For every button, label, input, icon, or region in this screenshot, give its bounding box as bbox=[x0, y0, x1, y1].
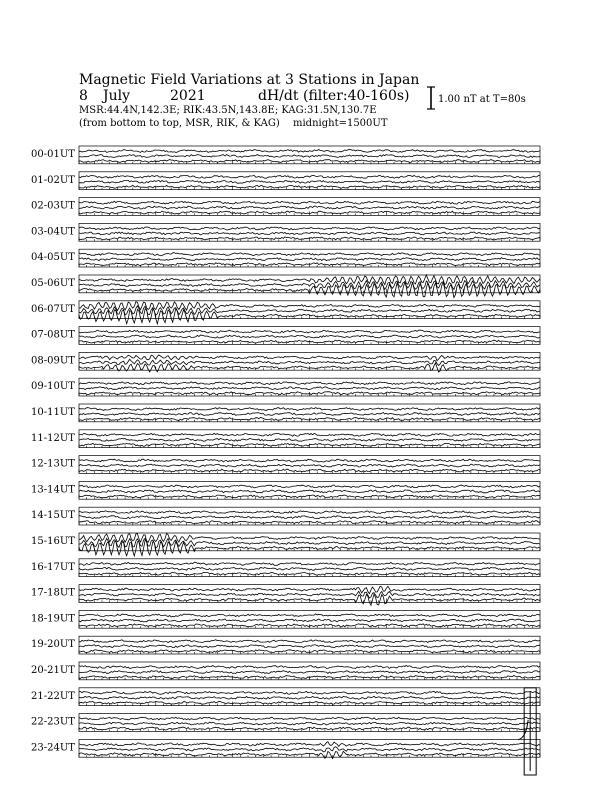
scale-bar bbox=[427, 87, 435, 109]
row-label: 16-17UT bbox=[31, 561, 75, 573]
trace-kag bbox=[79, 562, 540, 565]
time-ticks bbox=[79, 237, 540, 241]
trace-kag bbox=[79, 408, 540, 411]
midnight-note: midnight=1500UT bbox=[293, 118, 388, 129]
hour-row bbox=[31, 378, 540, 396]
trace-kag bbox=[79, 640, 540, 643]
hour-row bbox=[31, 352, 540, 372]
trace-kag bbox=[79, 614, 540, 617]
trace-rik bbox=[79, 206, 540, 209]
row-label: 09-10UT bbox=[31, 381, 75, 393]
trace-rik bbox=[79, 619, 540, 622]
trace-kag bbox=[79, 511, 540, 514]
row-label: 13-14UT bbox=[31, 484, 75, 496]
row-label: 21-22UT bbox=[31, 690, 75, 702]
hour-row bbox=[31, 249, 540, 267]
hour-row bbox=[31, 275, 540, 298]
chart-title: Magnetic Field Variations at 3 Stations in Japan bbox=[79, 72, 420, 88]
trace-kag bbox=[79, 227, 540, 230]
hour-row bbox=[31, 481, 540, 499]
hour-row bbox=[31, 610, 540, 628]
trace-rik bbox=[79, 591, 540, 598]
station-order-note: (from bottom to top, MSR, RIK, & KAG) bbox=[79, 118, 280, 129]
row-label: 18-19UT bbox=[31, 613, 75, 625]
chart-filter: (filter:40-160s) bbox=[303, 88, 410, 104]
row-label: 03-04UT bbox=[31, 226, 75, 238]
hour-row bbox=[31, 662, 540, 680]
trace-kag bbox=[79, 302, 540, 311]
trace-rik bbox=[79, 722, 540, 725]
scale-label: 1.00 nT at T=80s bbox=[438, 94, 526, 105]
hour-row bbox=[31, 430, 540, 448]
hour-row bbox=[31, 456, 540, 474]
row-label: 04-05UT bbox=[31, 252, 75, 264]
trace-rik bbox=[79, 516, 540, 519]
hour-row bbox=[31, 559, 540, 577]
trace-rik bbox=[79, 671, 540, 674]
trace-kag bbox=[79, 691, 540, 694]
hour-row bbox=[31, 172, 540, 190]
trace-kag bbox=[79, 586, 540, 594]
trace-kag bbox=[79, 717, 540, 720]
trace-rik bbox=[79, 438, 540, 441]
trace-kag bbox=[79, 533, 540, 542]
row-label: 10-11UT bbox=[31, 407, 75, 418]
station-coordinates: MSR:44.4N,142.3E; RIK:43.5N,143.8E; KAG:31.5N,130.7E bbox=[79, 105, 377, 116]
trace-rik bbox=[79, 490, 540, 493]
trace-kag bbox=[79, 150, 540, 153]
hour-row bbox=[31, 533, 540, 556]
row-label: 23-24UT bbox=[31, 742, 75, 754]
trace-kag bbox=[79, 382, 540, 385]
trace-rik bbox=[79, 387, 540, 390]
hour-row bbox=[31, 146, 540, 164]
row-label: 19-20UT bbox=[31, 639, 75, 651]
row-label: 17-18UT bbox=[31, 587, 75, 599]
row-label: 00-01UT bbox=[31, 149, 75, 160]
trace-rik bbox=[79, 180, 540, 183]
trace-kag bbox=[79, 201, 540, 204]
trace-rik bbox=[79, 306, 540, 315]
hour-row bbox=[31, 585, 540, 606]
trace-rik bbox=[79, 413, 540, 416]
trace-kag bbox=[79, 355, 540, 361]
hour-row bbox=[31, 507, 540, 525]
row-label: 07-08UT bbox=[31, 329, 75, 341]
row-label: 11-12UT bbox=[31, 432, 75, 444]
trace-kag bbox=[79, 275, 540, 285]
trace-kag bbox=[79, 433, 540, 436]
hour-row bbox=[31, 301, 540, 324]
trace-rik bbox=[79, 258, 540, 261]
row-label: 06-07UT bbox=[31, 303, 75, 315]
trace-kag bbox=[79, 330, 540, 333]
hour-row bbox=[31, 198, 540, 216]
trace-rik bbox=[79, 155, 540, 158]
hour-row bbox=[31, 223, 540, 241]
trace-rik bbox=[79, 232, 540, 235]
trace-rik bbox=[79, 747, 540, 752]
trace-kag bbox=[79, 459, 540, 462]
row-label: 12-13UT bbox=[31, 458, 75, 470]
row-label: 08-09UT bbox=[31, 355, 75, 367]
hour-row bbox=[31, 714, 540, 732]
trace-rik bbox=[79, 567, 540, 570]
trace-kag bbox=[79, 253, 540, 256]
trace-rik bbox=[79, 335, 540, 338]
trace-rik bbox=[79, 464, 540, 467]
chart-day: 8 bbox=[79, 88, 88, 104]
chart-quantity: dH/dt bbox=[258, 88, 299, 104]
hour-row bbox=[31, 739, 540, 758]
hour-row bbox=[31, 404, 540, 422]
trace-kag bbox=[79, 666, 540, 669]
trace-rik bbox=[79, 645, 540, 648]
row-label: 05-06UT bbox=[31, 278, 75, 289]
row-label: 02-03UT bbox=[31, 200, 75, 212]
hour-row bbox=[31, 636, 540, 654]
chart-year: 2021 bbox=[170, 88, 206, 104]
trace-kag bbox=[79, 485, 540, 488]
row-label: 22-23UT bbox=[31, 716, 75, 728]
row-label: 01-02UT bbox=[31, 174, 75, 186]
trace-kag bbox=[79, 175, 540, 178]
chart-month: July bbox=[103, 88, 131, 104]
hour-row bbox=[31, 688, 540, 706]
row-label: 20-21UT bbox=[31, 665, 75, 676]
row-label: 14-15UT bbox=[31, 510, 75, 522]
trace-rik bbox=[79, 538, 540, 547]
trace-kag bbox=[79, 742, 540, 747]
hour-row bbox=[31, 327, 540, 345]
row-label: 15-16UT bbox=[31, 536, 75, 547]
trace-rik bbox=[79, 696, 540, 699]
